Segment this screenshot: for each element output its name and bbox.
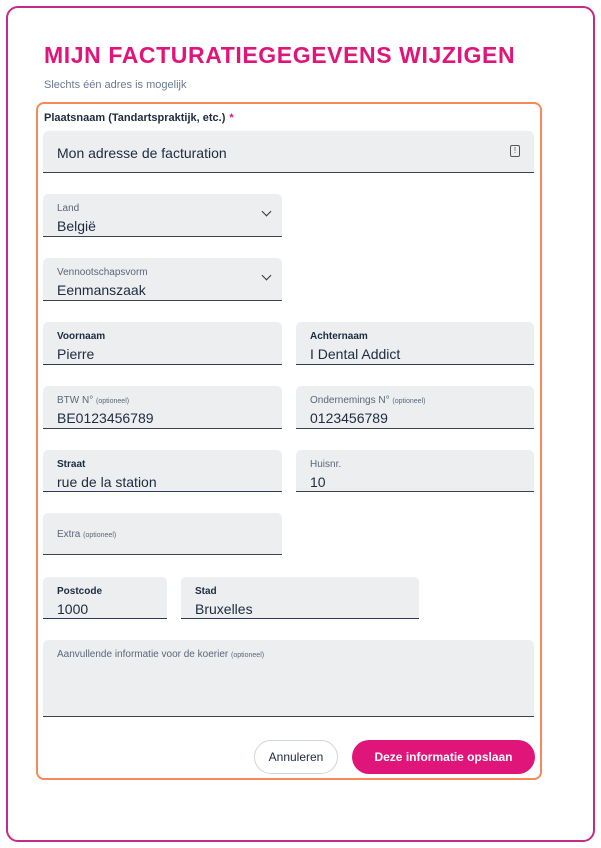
postcode-input[interactable] (43, 577, 167, 619)
vat-number-input[interactable] (43, 386, 282, 429)
company-type-select[interactable] (43, 258, 282, 301)
company-type-label: Vennootschapsvorm (57, 267, 148, 278)
city-label: Stad (195, 586, 217, 597)
info-icon: ! (510, 145, 520, 157)
company-type-value: Eenmanszaak (57, 282, 146, 298)
chevron-down-icon (262, 207, 272, 217)
place-name-value: Mon adresse de facturation (57, 145, 227, 161)
city-value: Bruxelles (195, 601, 253, 617)
city-input[interactable] (181, 577, 419, 619)
postcode-label: Postcode (57, 586, 103, 597)
extra-input[interactable] (43, 513, 282, 555)
chevron-down-icon (262, 271, 272, 281)
first-name-value: Pierre (57, 346, 95, 362)
first-name-input[interactable] (43, 322, 282, 365)
postcode-value: 1000 (57, 601, 89, 617)
courier-info-textarea[interactable] (43, 640, 534, 717)
house-number-input[interactable] (296, 450, 534, 492)
page-subtitle: Slechts één adres is mogelijk (44, 79, 187, 91)
company-number-input[interactable] (296, 386, 534, 429)
cancel-button[interactable]: Annuleren (254, 740, 338, 774)
country-value: België (57, 218, 96, 234)
place-label: Plaatsnaam (Tandartspraktijk, etc.) * (44, 112, 234, 124)
last-name-label: Achternaam (310, 331, 368, 342)
required-mark: * (229, 112, 234, 124)
last-name-value: I Dental Addict (310, 346, 401, 362)
street-input[interactable] (43, 450, 282, 492)
vat-value: BE0123456789 (57, 410, 154, 426)
save-button[interactable]: Deze informatie opslaan (352, 740, 535, 774)
company-number-label: Ondernemings N° (optioneel) (310, 395, 426, 406)
extra-placeholder: Extra (optioneel) (57, 529, 117, 540)
street-value: rue de la station (57, 474, 157, 490)
last-name-input[interactable] (296, 322, 534, 365)
house-number-value: 10 (310, 474, 326, 490)
house-number-label: Huisnr. (310, 459, 342, 470)
page-title: MIJN FACTURATIEGEGEVENS WIJZIGEN (44, 42, 516, 68)
company-number-value: 0123456789 (310, 410, 388, 426)
country-label: Land (57, 203, 80, 214)
street-label: Straat (57, 459, 86, 470)
courier-info-label: Aanvullende informatie voor de koerier (optioneel) (57, 649, 265, 660)
place-name-input[interactable] (43, 131, 534, 173)
country-select[interactable] (43, 194, 282, 237)
first-name-label: Voornaam (57, 331, 106, 342)
vat-label: BTW N° (optioneel) (57, 395, 130, 406)
